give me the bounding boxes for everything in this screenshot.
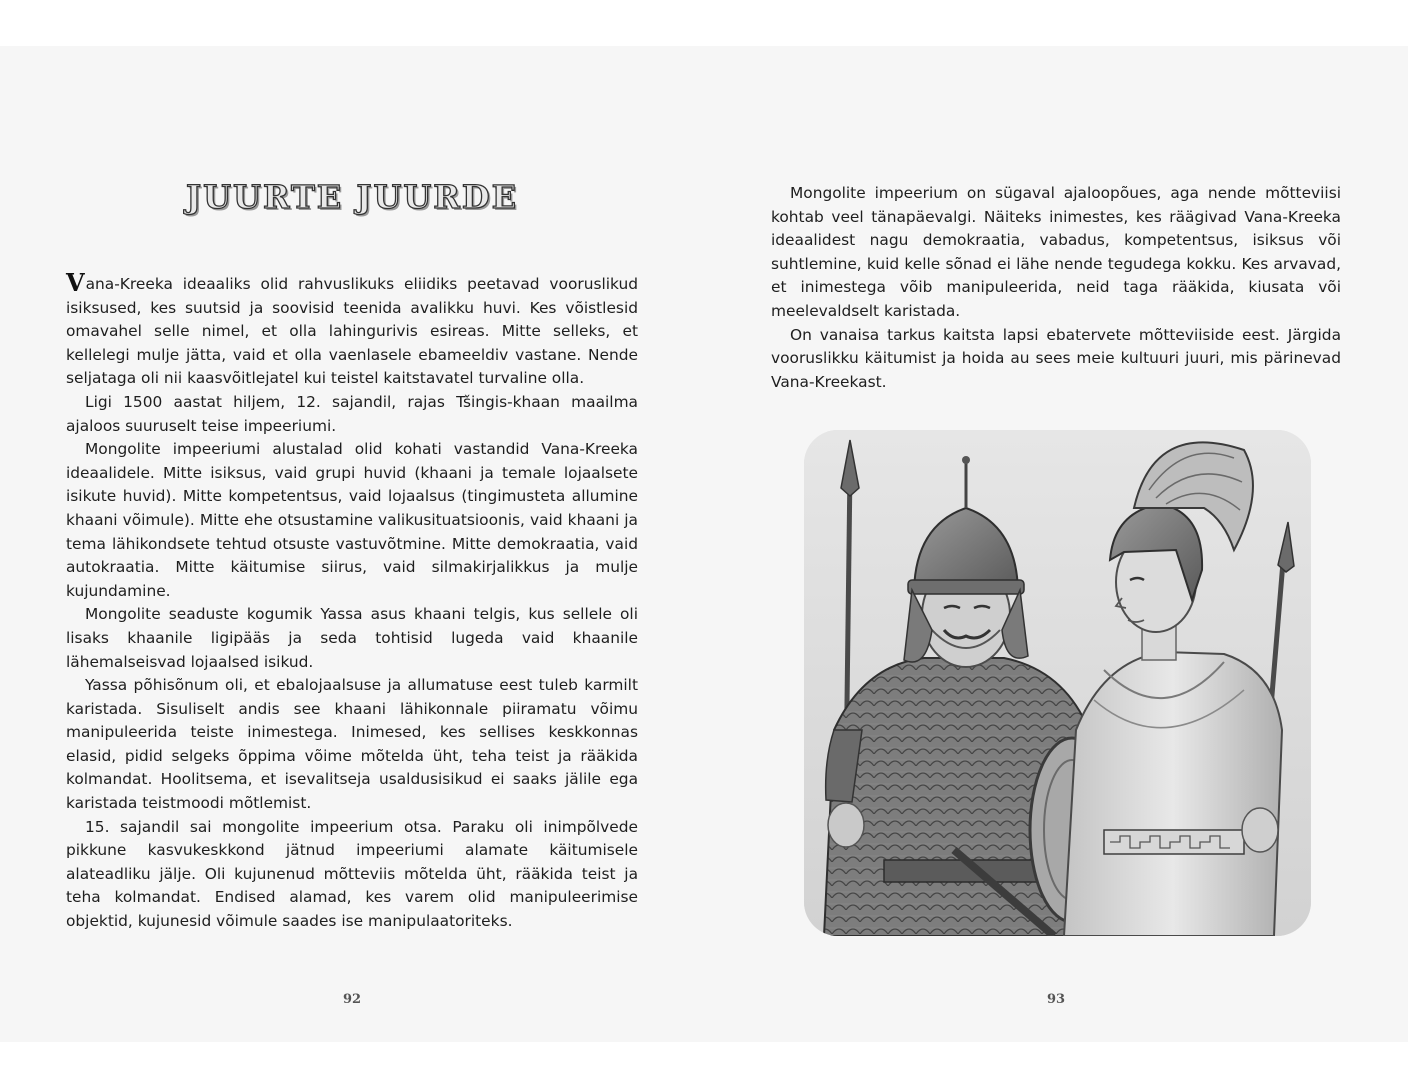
paragraph: On vanaisa tarkus kaitsta lapsi ebatervete mõtteviiside eest. Järgida vooruslikku käitumist ja hoida au sees meie kultuuri juuri, mis pärinevad Vana-Kreekast. <box>771 325 1341 391</box>
paragraph: Yassa põhisõnum oli, et ebalojaalsuse ja allumatuse eest tuleb karmilt karistada. Sisuliselt andis see khaani lähikonnale piiramatu võimu manipuleerida teiste inimestega. Inimesed, kes sellises keskkonnas elasid, pidid selgeks õppima võime mõtelda üht, teha teist ja rääkida kolmandat. Hoolitsema, et isevalitseja usaldusisikud ei saaks jälile ega karistada teistmoodi mõtlemist. <box>66 676 638 813</box>
right-page <box>704 46 1408 1042</box>
paragraph: Mongolite seaduste kogumik Yassa asus khaani telgis, kus sellele oli lisaks khaanile ligipääs ja seda tohtisid lugeda vaid khaanile lähemalseisvad lojaalsed isikud. <box>66 605 638 671</box>
warriors-illustration <box>804 430 1311 936</box>
paragraph: 15. sajandil sai mongolite impeerium otsa. Paraku oli inimpõlvede pikkune kasvukeskkond jätnud impeeriumi alamate käitumisele alateadliku jälje. Oli kujunenud mõtteviis mõtelda üht, rääkida teist ja teha kolmandat. Endised alamad, kes varem olid manipuleerimise objektid, kujunesid võimule saades ise manipulaatoriteks. <box>66 817 638 931</box>
chapter-title: JUURTE JUURDE <box>185 178 518 216</box>
book-spread <box>0 46 1408 1042</box>
page-number-left: 92 <box>342 992 362 1007</box>
drop-cap: V <box>66 268 85 297</box>
paragraph-text: ana-Kreeka ideaaliks olid rahvuslikuks eliidiks peetavad vooruslikud isiksused, kes suutsid ja soovisid teenida avalikku huvi. Kes võistlesid omavahel selle nimel, et olla lahingurivis esireas. Mitte selleks, et kellelegi mulje jätta, vaid et olla vaenlasele ebameeldiv vastane. Nende seljataga oli nii kaasvõitlejatel kui teistel kaitstavatel turvaline olla. <box>66 275 638 388</box>
left-page-text <box>66 268 638 934</box>
paragraph <box>66 268 638 391</box>
left-page <box>0 46 704 1042</box>
warriors-drawing-svg <box>804 430 1311 936</box>
paragraph: Mongolite impeerium on sügaval ajaloopõues, aga nende mõtteviisi kohtab veel tänapäevalgi. Näiteks inimestes, kes räägivad Vana-Kreeka ideaalidest nagu demokraatia, vabadus, kompetentsus, isiksus või suhtlemine, kuid kelle sõnad ei lähe nende tegudega kokku. Kes arvavad, et inimestega võib manipuleerida, neid taga rääkida, kiusata või meelevaldselt karistada. <box>771 184 1341 320</box>
paragraph: Ligi 1500 aastat hiljem, 12. sajandil, rajas Tšingis-khaan maailma ajaloos suuruselt teise impeeriumi. <box>66 392 638 435</box>
paragraph: Mongolite impeeriumi alustalad olid kohati vastandid Vana-Kreeka ideaalidele. Mitte isiksus, vaid grupi huvid (khaani ja temale lojaalsete isikute huvid). Mitte kompetentsus, vaid lojaalsus (tingimusteta allumine khaani võimule). Mitte ehe otsustamine valikusituatsioonis, vaid khaani ja tema lähikondsete tehtud otsuste vastuvõtmine. Mitte demokraatia, vaid autokraatia. Mitte käitumise siirus, vaid silmakirjalikkus ja mulje kujundamine. <box>66 440 638 600</box>
page-number-right: 93 <box>1046 992 1066 1007</box>
right-page-text <box>771 182 1341 394</box>
